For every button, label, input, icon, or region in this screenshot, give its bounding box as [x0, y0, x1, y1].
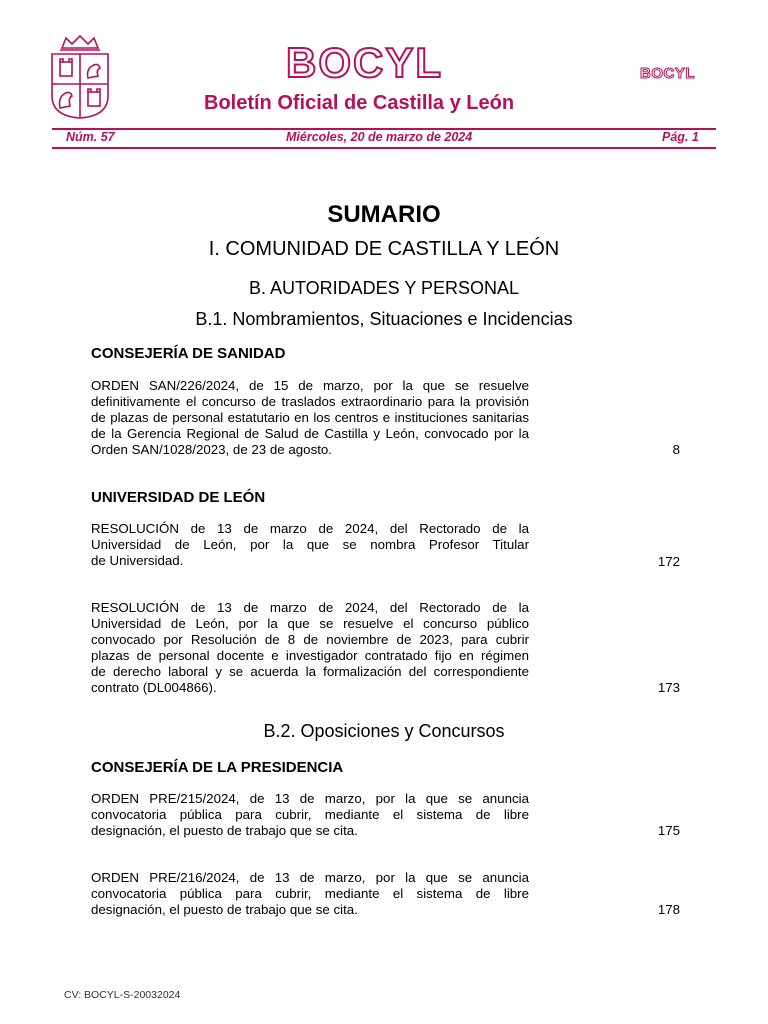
coat-of-arms-logo	[48, 34, 112, 120]
issue-date: Miércoles, 20 de marzo de 2024	[286, 130, 473, 144]
header-rule-bottom	[52, 147, 716, 149]
entry-line: ORDEN SAN/226/2024, de 15 de marzo, por la que se resuelve	[91, 378, 529, 393]
entry-line: ORDEN PRE/215/2024, de 13 de marzo, por la que se anuncia	[91, 791, 529, 806]
entry-line: convocado por Resolución de 8 de noviembre de 2023, para cubrir	[91, 632, 529, 647]
entry-line: Orden SAN/1028/2023, de 23 de agosto.	[91, 442, 332, 457]
subsection-heading: B. AUTORIDADES Y PERSONAL	[248, 278, 520, 298]
entry-line: designación, el puesto de trabajo que se cita.	[91, 902, 358, 917]
entry-line: plazas de personal docente e investigador contratado fijo en régimen	[91, 648, 529, 663]
summary-entry[interactable]	[91, 521, 529, 569]
page-number: Pág. 1	[662, 130, 699, 144]
summary-entry[interactable]	[91, 791, 529, 839]
entry-page-number[interactable]: 175	[657, 823, 680, 838]
org-heading: CONSEJERÍA DE LA PRESIDENCIA	[91, 759, 344, 776]
entry-line: convocatoria pública para cubrir, mediante el sistema de libre	[91, 807, 529, 822]
issue-number: Núm. 57	[66, 130, 115, 144]
summary-entry[interactable]	[91, 378, 529, 458]
entry-line: Universidad de León, por la que se resuelve el concurso público	[91, 616, 529, 631]
entry-page-number[interactable]: 173	[657, 680, 680, 695]
bulletin-title: Boletín Oficial de Castilla y León	[204, 92, 515, 114]
org-heading: CONSEJERÍA DE SANIDAD	[91, 345, 286, 362]
entry-line: ORDEN PRE/216/2024, de 13 de marzo, por la que se anuncia	[91, 870, 529, 885]
bocyl-small-logo: BOCYL	[640, 65, 695, 82]
entry-line: definitivamente el concurso de traslados extraordinario para la provisión	[91, 394, 529, 409]
entry-line: designación, el puesto de trabajo que se cita.	[91, 823, 358, 838]
subsection-b2-heading: B.2. Oposiciones y Concursos	[263, 721, 505, 741]
entry-line: de la Gerencia Regional de Salud de Castilla y León, convocado por la	[91, 426, 529, 441]
entry-line: RESOLUCIÓN de 13 de marzo de 2024, del Rectorado de la	[91, 600, 529, 615]
entry-page-number[interactable]: 172	[657, 554, 680, 569]
summary-entry[interactable]	[91, 870, 529, 918]
entry-line: RESOLUCIÓN de 13 de marzo de 2024, del Rectorado de la	[91, 521, 529, 536]
entry-line: de Universidad.	[91, 553, 184, 568]
entry-page-number[interactable]: 8	[672, 442, 680, 457]
org-heading: UNIVERSIDAD DE LEÓN	[91, 489, 266, 506]
summary-title: SUMARIO	[327, 201, 441, 228]
entry-line: de plazas de personal estatutario en los centros e instituciones sanitarias	[91, 410, 529, 425]
summary-entry[interactable]	[91, 600, 529, 696]
entry-line: contrato (DL004866).	[91, 680, 217, 695]
entry-line: convocatoria pública para cubrir, mediante el sistema de libre	[91, 886, 529, 901]
subsection-b1-heading: B.1. Nombramientos, Situaciones e Incidencias	[195, 309, 573, 329]
section-heading: I. COMUNIDAD DE CASTILLA Y LEÓN	[208, 238, 560, 260]
bocyl-logo: BOCYL	[286, 39, 443, 86]
entry-line: Universidad de León, por la que se nombra Profesor Titular	[91, 537, 529, 552]
cv-footer: CV: BOCYL-S-20032024	[64, 989, 181, 1001]
entry-line: de derecho laboral y se acuerda la formalización del correspondiente	[91, 664, 529, 679]
entry-page-number[interactable]: 178	[657, 902, 680, 917]
